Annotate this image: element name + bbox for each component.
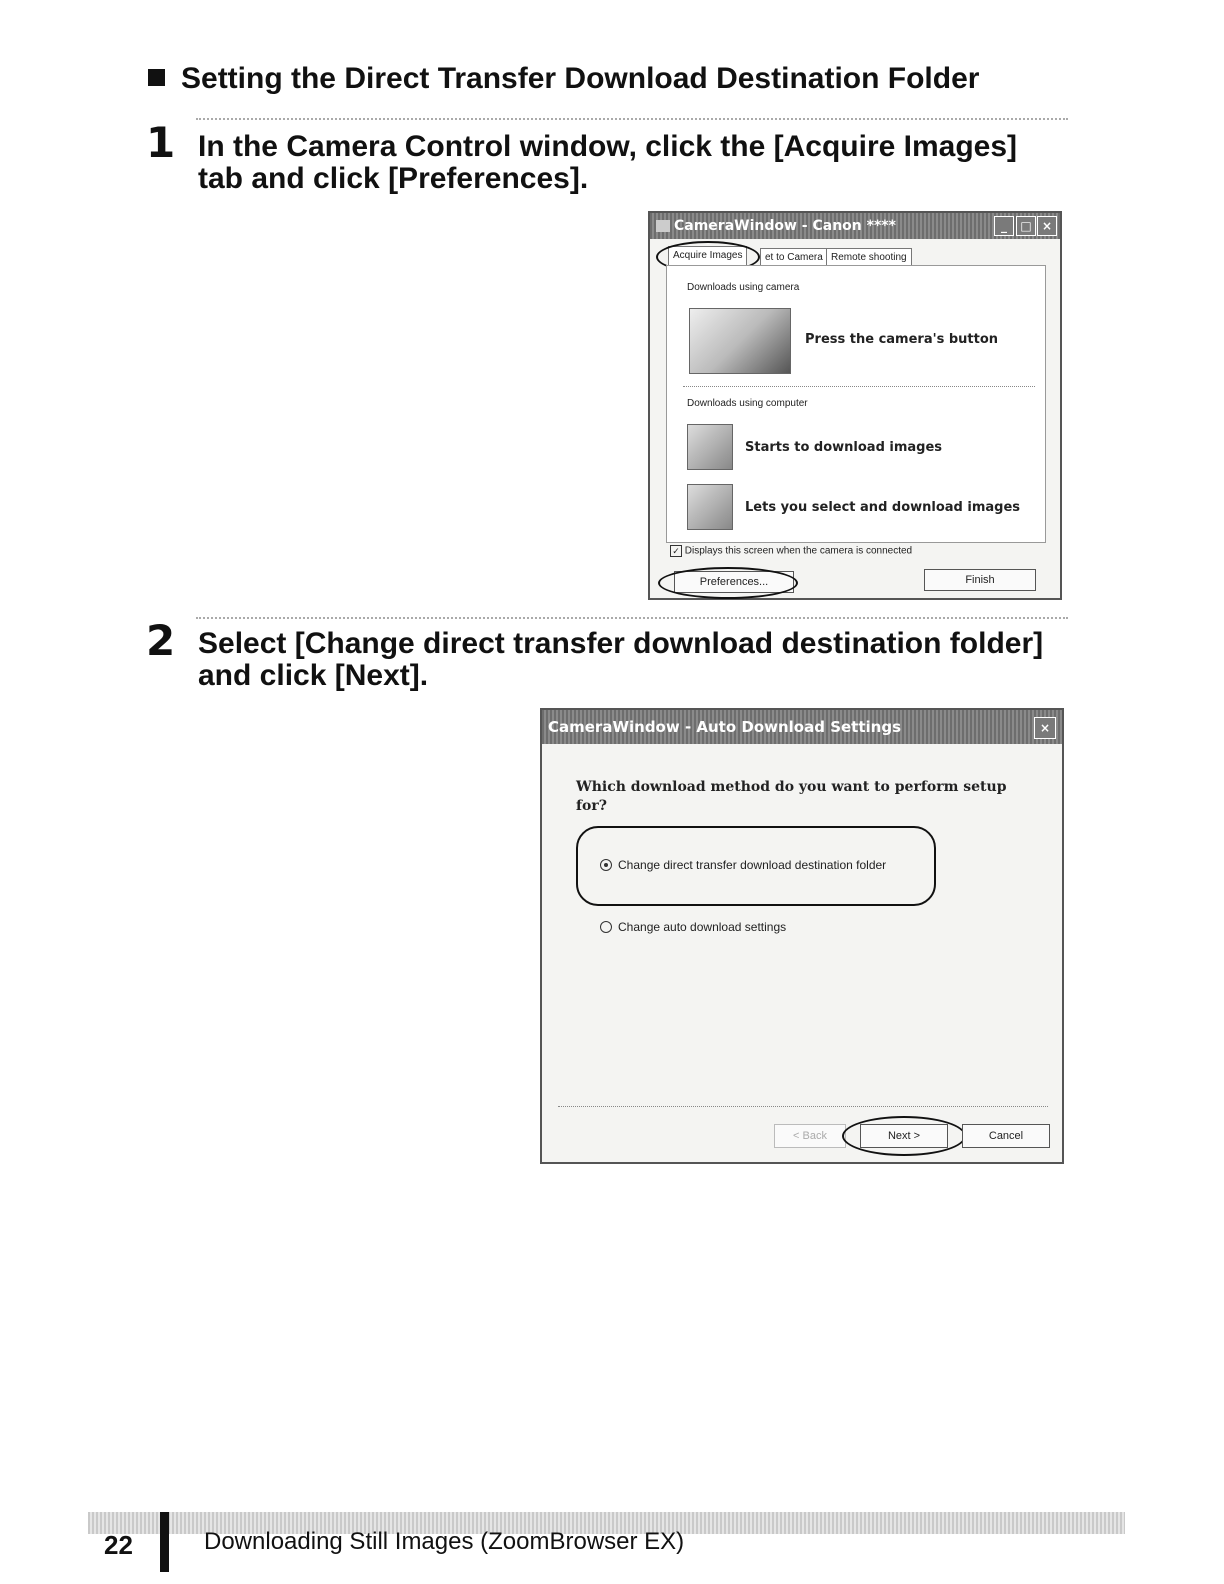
finish-button[interactable]: Finish [924,569,1036,591]
cancel-button[interactable]: Cancel [962,1124,1050,1148]
back-button[interactable]: < Back [774,1124,846,1148]
camera-button-icon [689,308,791,374]
tab-acquire-images[interactable]: Acquire Images [668,246,747,265]
close-icon[interactable]: × [1034,717,1056,739]
radio-selected-icon[interactable] [600,859,612,871]
maximize-icon[interactable]: □ [1016,216,1036,236]
option-direct-transfer-folder[interactable]: Change direct transfer download destination folder [600,858,886,872]
divider [196,617,1068,619]
camera-window-screenshot [648,211,1062,600]
computer-section-label: Downloads using computer [687,398,808,409]
preferences-button[interactable]: Preferences... [674,571,794,593]
tab-remote-shooting[interactable]: Remote shooting [826,248,912,267]
window-titlebar: CameraWindow - Auto Download Settings × [542,710,1062,744]
step-number: 1 [146,118,176,167]
option-auto-download-settings[interactable]: Change auto download settings [600,920,786,934]
radio-unselected-icon[interactable] [600,921,612,933]
acquire-panel [666,265,1046,543]
highlight-ellipse [658,567,798,599]
minimize-icon[interactable]: _ [994,216,1014,236]
footer-text: Downloading Still Images (ZoomBrowser EX) [204,1528,685,1555]
setup-question: Which download method do you want to perform setup for? [576,779,1007,814]
camera-section-label: Downloads using camera [687,282,800,293]
footer-divider [558,1106,1048,1107]
step-instruction: Select [Change direct transfer download destination folder] and click [Next]. [198,627,1044,692]
download-images-icon[interactable] [687,424,733,470]
step-instruction: In the Camera Control window, click the [Acquire Images] tab and click [Preferences]. [198,130,1018,195]
page-number: 22 [104,1530,133,1560]
bullet-square-icon [148,69,165,86]
step-number: 2 [146,616,176,665]
select-download-icon[interactable] [687,484,733,530]
panel-divider [683,386,1035,387]
close-icon[interactable]: × [1037,216,1057,236]
highlight-ellipse [842,1116,966,1156]
checkbox-checked-icon[interactable]: ✓ [670,545,682,557]
window-titlebar: CameraWindow - Canon **** _ □ × [650,213,1060,239]
auto-download-settings-screenshot [540,708,1064,1164]
next-button[interactable]: Next > [860,1124,948,1148]
app-icon [656,220,670,232]
footer-bar [160,1512,169,1572]
camera-action-label: Press the camera's button [805,332,999,347]
divider [196,118,1068,120]
action-select-download-label[interactable]: Lets you select and download images [745,500,1021,515]
action-download-label[interactable]: Starts to download images [745,440,943,455]
show-screen-checkbox[interactable]: ✓ Displays this screen when the camera is connected [670,545,912,557]
tab-set-to-camera[interactable]: et to Camera [760,248,828,267]
section-title: Setting the Direct Transfer Download Destination Folder [148,62,979,96]
